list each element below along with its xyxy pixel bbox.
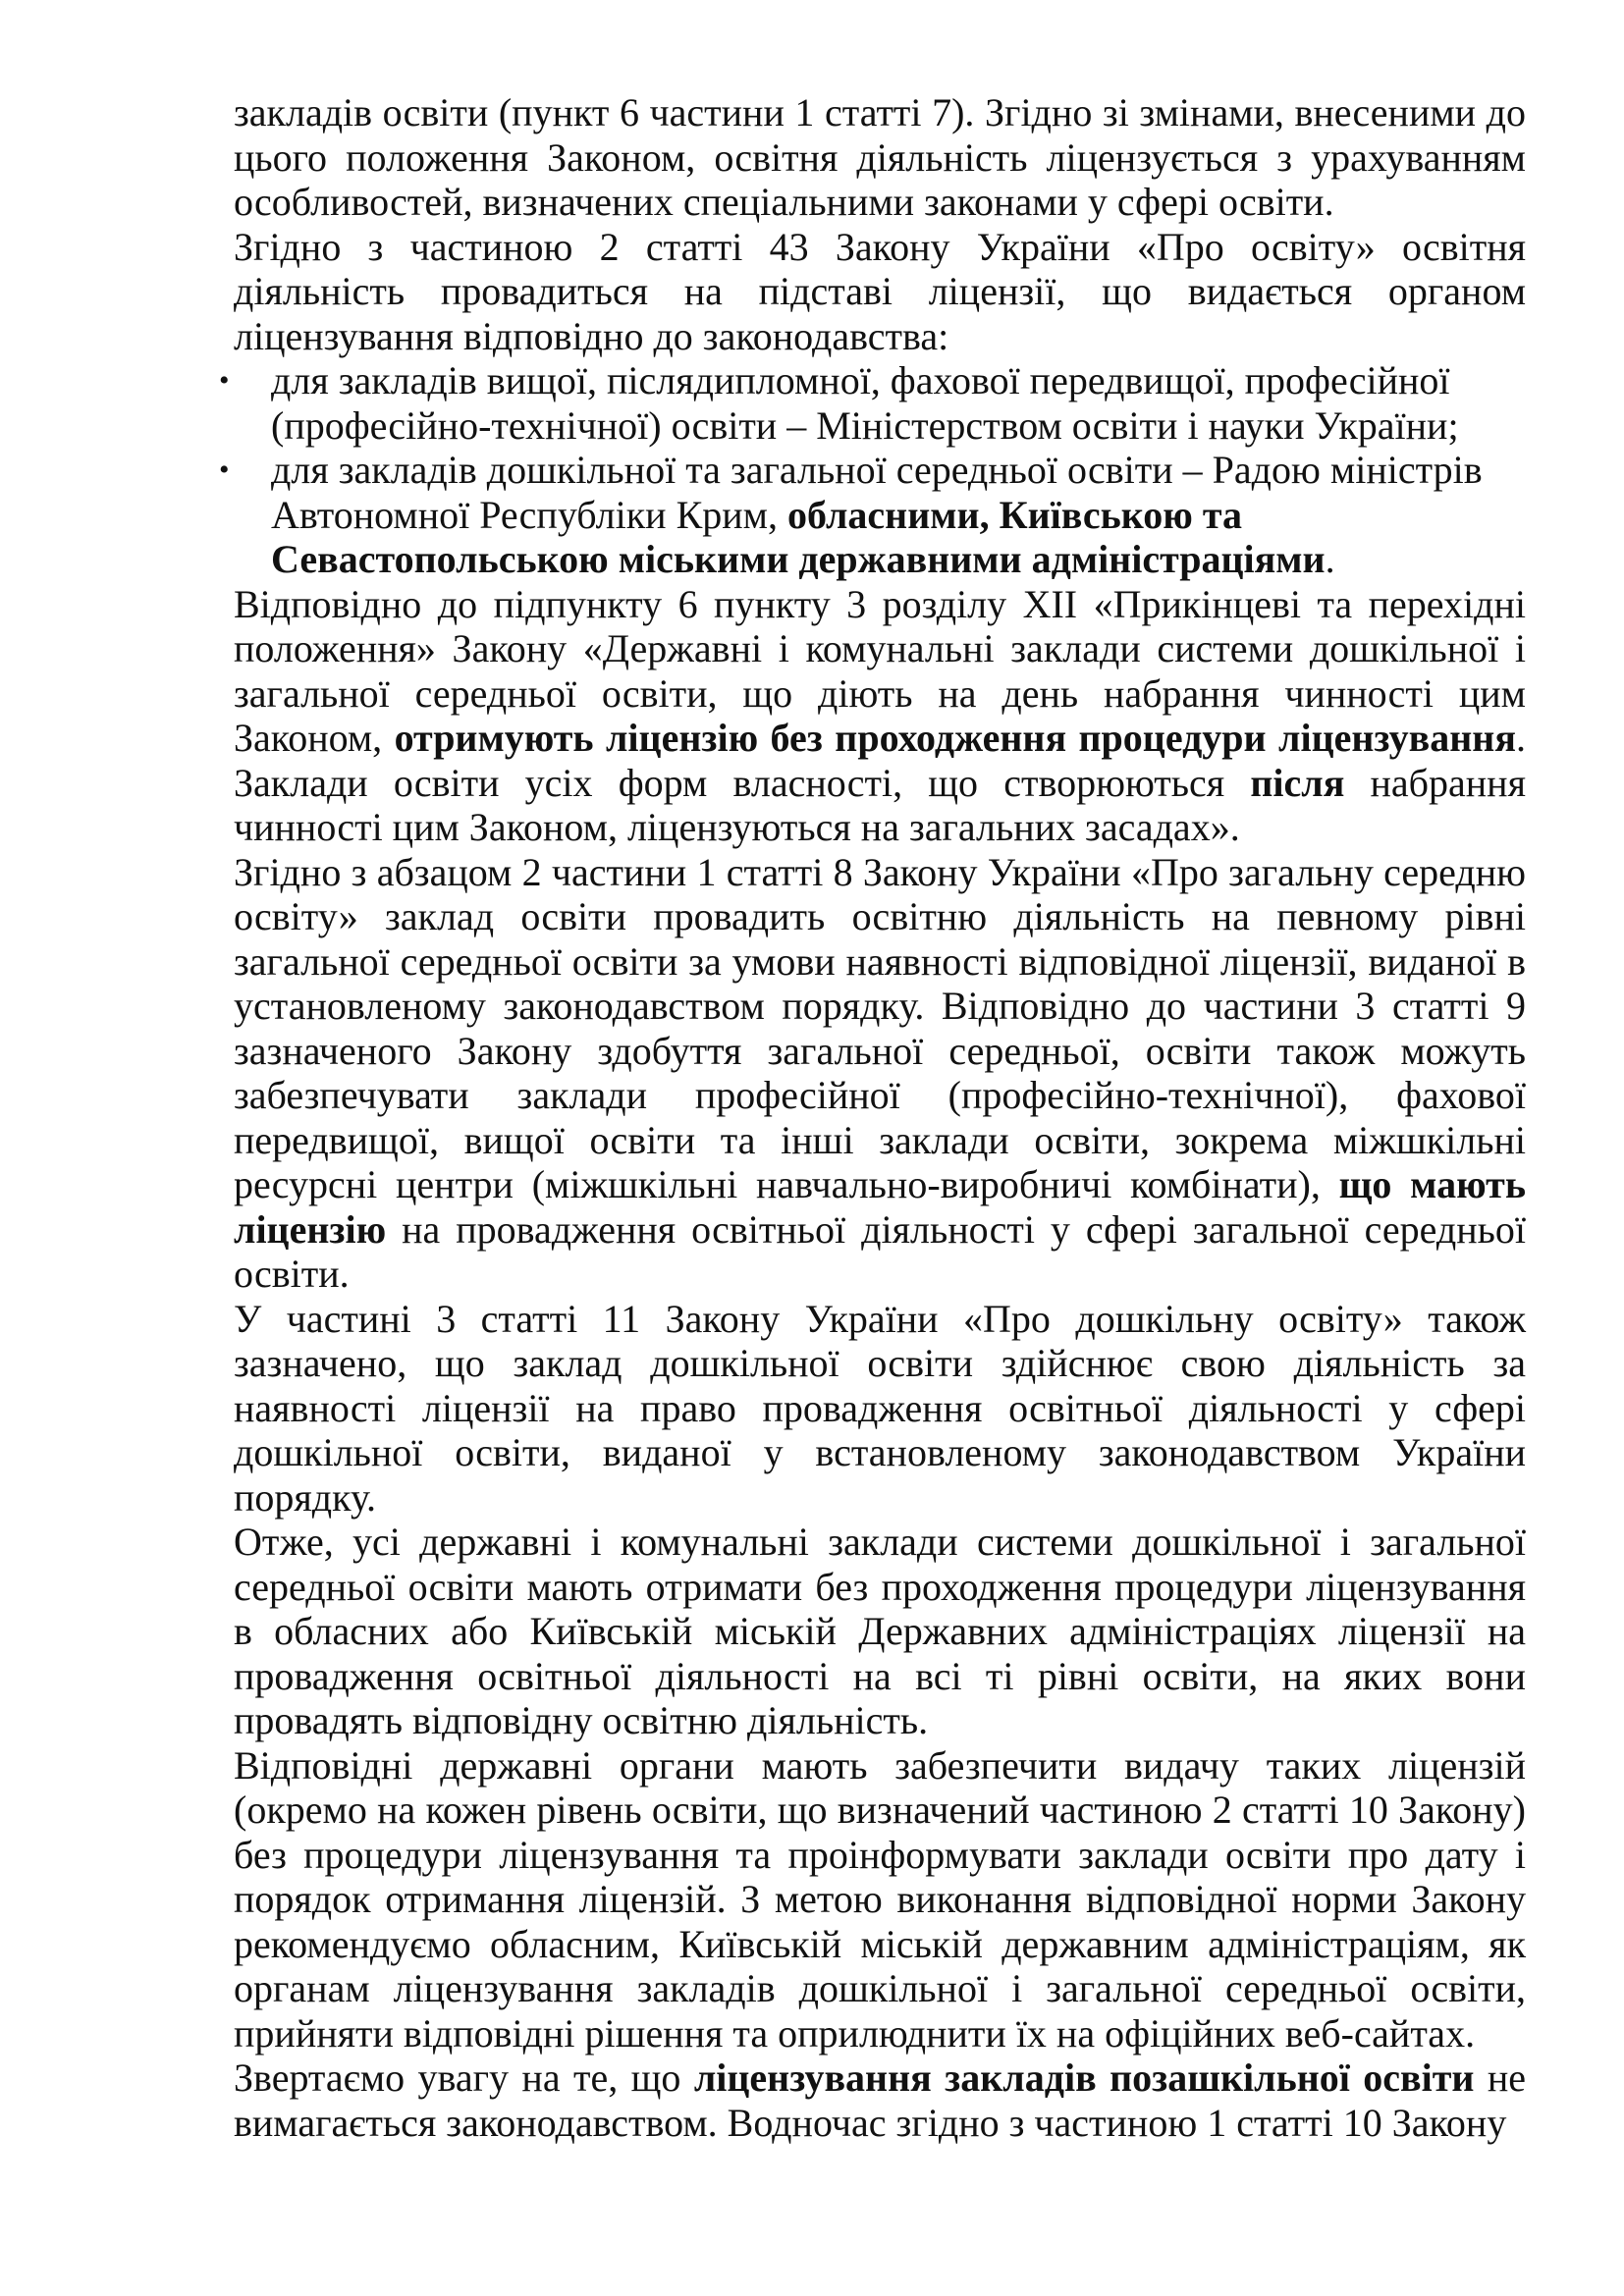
bullet-list bbox=[219, 358, 1526, 582]
list-item-2-end: . bbox=[1325, 537, 1335, 581]
paragraph-8-text-a: Звертаємо увагу на те, що bbox=[234, 2056, 694, 2100]
paragraph-3-text-a: Відповідно до підпункту 6 пункту 3 розділу XII «Прикінцеві та перехідні положення» Закону «Державні і комунальні заклади системи дошкільної і загальної середньої освіти, що діють на день набрання чинності цим Законом, bbox=[234, 581, 1526, 760]
paragraph-7-text: Відповідні державні органи мають забезпечити видачу таких ліцензій (окремо на кожен рівень освіти, що визначений частиною 2 статті 10 Закону) без процедури ліцензування та проінформувати заклади освіти про дату і порядок отримання ліцензій. З метою виконання відповідної норми Закону рекомендуємо обласним, Київській міській державним адміністраціям, як органам ліцензування закладів дошкільної і загальної середньої освіти, прийняти відповідні рішення та оприлюднити їх на офіційних веб-сайтах. bbox=[234, 1742, 1526, 2056]
list-item-2-text: для закладів дошкільної та загальної середньої освіти – Радою міністрів Автономної Республіки Крим, bbox=[271, 448, 1483, 537]
paragraph-4-text-a: Згідно з абзацом 2 частини 1 статті 8 Закону України «Про загальну середню освіту» заклад освіти провадить освітню діяльність на певному рівні загальної середньої освіти за умови наявності відповідної ліцензії, виданої в установленому законодавством порядку. Відповідно до частини 3 статті 9 зазначеного Закону здобуття загальної середньої, освіти також можуть забезпечувати заклади професійної (професійно-технічної), фахової передвищої, вищої освіти та інші заклади освіти, зокрема міжшкільні ресурсні центри (міжшкільні навчально-виробничі комбінати), bbox=[234, 849, 1526, 1206]
paragraph-3-text-c: . Заклади освіти усіх форм власності, що створюються bbox=[234, 716, 1526, 805]
paragraph-3-text-e: набрання чинності цим Законом, ліцензуються на загальних засадах». bbox=[234, 760, 1526, 849]
list-item bbox=[219, 448, 1526, 582]
paragraph-1 bbox=[234, 90, 1526, 225]
paragraph-2-text: Згідно з частиною 2 статті 43 Закону України «Про освіту» освітня діяльність провадиться на підставі ліцензії, що видається органом ліцензування відповідно до законодавства: bbox=[234, 224, 1526, 358]
paragraph-4 bbox=[234, 850, 1526, 1297]
paragraph-7 bbox=[234, 1743, 1526, 2056]
bullet-icon: • bbox=[219, 364, 230, 397]
paragraph-4-text-c: на провадження освітньої діяльності у сфері загальної середньої освіти. bbox=[234, 1206, 1526, 1296]
paragraph-1-text: закладів освіти (пункт 6 частини 1 статті 7). Згідно зі змінами, внесеними до цього положення Законом, освітня діяльність ліцензується з урахуванням особливостей, визначених спеціальними законами у сфері освіти. bbox=[234, 90, 1526, 224]
paragraph-2 bbox=[234, 225, 1526, 359]
paragraph-6-text: Отже, усі державні і комунальні заклади системи дошкільної і загальної середньої освіти мають отримати без проходження процедури ліцензування в обласних або Київській міській Державних адміністраціях ліцензії на провадження освітньої діяльності на всі ті рівні освіти, на яких вони провадять відповідну освітню діяльність. bbox=[234, 1520, 1526, 1742]
paragraph-5-text: У частині 3 статті 11 Закону України «Про дошкільну освіту» також зазначено, що заклад дошкільної освіти здійснює свою діяльність за наявності ліцензії на право провадження освітньої діяльності у сфері дошкільної освіти, виданої у встановленому законодавством України порядку. bbox=[234, 1296, 1526, 1520]
paragraph-3 bbox=[234, 582, 1526, 850]
paragraph-3-bold-b: отримують ліцензію без проходження процедури ліцензування bbox=[394, 716, 1516, 760]
list-item-1-text: для закладів вищої, післядипломної, фахової передвищої, професійної (професійно-технічної) освіти – Міністерством освіти і науки України; bbox=[271, 358, 1459, 448]
bullet-icon: • bbox=[219, 454, 230, 486]
paragraph-6 bbox=[234, 1520, 1526, 1743]
paragraph-4-bold-b: що мають ліцензію bbox=[234, 1162, 1526, 1252]
paragraph-3-bold-d: після bbox=[1250, 760, 1345, 805]
document-page bbox=[219, 90, 1527, 2145]
paragraph-5 bbox=[234, 1297, 1526, 1521]
list-item-2-bold: обласними, Київською та Севастопольською міськими державними адміністраціями bbox=[271, 492, 1326, 581]
paragraph-8-text-c: не вимагається законодавством. Водночас згідно з частиною 1 статті 10 Закону bbox=[234, 2056, 1527, 2145]
list-item bbox=[219, 358, 1526, 448]
paragraph-8-bold-b: ліцензування закладів позашкільної освіти bbox=[693, 2056, 1475, 2100]
paragraph-8 bbox=[234, 2056, 1526, 2145]
